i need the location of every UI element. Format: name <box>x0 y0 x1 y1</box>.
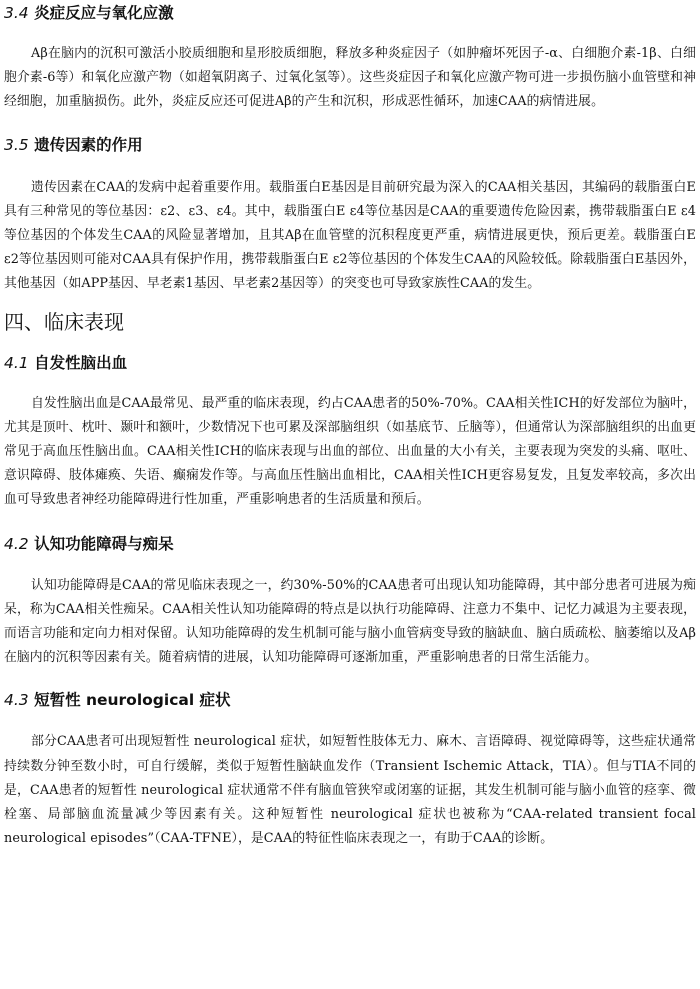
section-number: 4.3 <box>4 691 29 710</box>
section-number: 4.1 <box>4 353 29 372</box>
section-heading-3-5 <box>2 133 698 157</box>
section-title: 短暂性 neurological 症状 <box>34 691 231 710</box>
section-number: 4.2 <box>4 534 29 553</box>
section-number: 3.4 <box>4 4 29 22</box>
section-title: 炎症反应与氧化应激 <box>34 4 174 22</box>
section-title: 自发性脑出血 <box>34 353 128 372</box>
paragraph-4-2: 认知功能障碍是CAA的常见临床表现之一，约30%-50%的CAA患者可出现认知功能障碍，其中部分患者可进展为痴呆，称为CAA相关性痴呆。CAA相关性认知功能障碍的特点是以执行功能障碍、注意力不集中、记忆力减退为主要表现，而语言功能和定向力相对保留。认知功能障碍的发生机制可能与脑小血管病变导致的脑缺血、脑白质疏松、脑萎缩以及Aβ在脑内的沉积等因素有关。随着病情的进展，认知功能障碍可逐渐加重，严重影响患者的日常生活能力。 <box>4 577 696 666</box>
section-title: 认知功能障碍与痴呆 <box>34 534 174 553</box>
section-heading-4-1 <box>2 351 698 375</box>
section-heading-3-4 <box>2 1 698 25</box>
section-heading-4-2 <box>2 532 698 556</box>
paragraph-4-3: 部分CAA患者可出现短暂性 neurological 症状，如短暂性肢体无力、麻木、言语障碍、视觉障碍等，这些症状通常持续数分钟至数小时，可自行缓解，类似于短暂性脑缺血发作（Transient Ischemic Attack，TIA）。但与TIA不同的是，CAA患者的短暂性 neurological 症状通常不伴有脑血管狭窄或闭塞的证据，其发生机制可能与脑小血管的痉挛、微栓塞、局部脑血流量减少等因素有关。这种短暂性 neurological 症状也被称为“CAA-related transient focal neurological episodes”（CAA-TFNE），是CAA的特征性临床表现之一，有助于CAA的诊断。 <box>4 734 696 847</box>
chapter-heading-4: 四、临床表现 <box>4 309 124 334</box>
paragraph-4-1: 自发性脑出血是CAA最常见、最严重的临床表现，约占CAA患者的50%-70%。CAA相关性ICH的好发部位为脑叶，尤其是顶叶、枕叶、颞叶和额叶，少数情况下也可累及深部脑组织（如基底节、丘脑等），但通常认为深部脑组织的出血更常见于高血压性脑出血。CAA相关性ICH的临床表现与出血的部位、出血量的大小有关，主要表现为突发的头痛、呕吐、意识障碍、肢体瘫痪、失语、癫痫发作等。与高血压性脑出血相比，CAA相关性ICH更容易复发，且复发率较高，多次出血可导致患者神经功能障碍进行性加重，严重影响患者的生活质量和预后。 <box>4 395 696 508</box>
section-heading-4-3 <box>2 688 698 712</box>
section-title: 遗传因素的作用 <box>34 135 143 154</box>
paragraph-3-4: Aβ在脑内的沉积可激活小胶质细胞和星形胶质细胞，释放多种炎症因子（如肿瘤坏死因子-α、白细胞介素-1β、白细胞介素-6等）和氧化应激产物（如超氧阴离子、过氧化氢等）。这些炎症因子和氧化应激产物可进一步损伤脑小血管壁和神经细胞，加重脑损伤。此外，炎症反应还可促进Aβ的产生和沉积，形成恶性循环，加速CAA的病情进展。 <box>4 46 696 110</box>
section-number: 3.5 <box>4 135 29 154</box>
paragraph-3-5: 遗传因素在CAA的发病中起着重要作用。载脂蛋白E基因是目前研究最为深入的CAA相关基因，其编码的载脂蛋白E具有三种常见的等位基因：ε2、ε3、ε4。其中，载脂蛋白E ε4等位基因是CAA的重要遗传危险因素，携带载脂蛋白E ε4等位基因的个体发生CAA的风险显著增加，且其Aβ在血管壁的沉积程度更严重，病情进展更快，预后更差。载脂蛋白E ε2等位基因则可能对CAA具有保护作用，携带载脂蛋白E ε2等位基因的个体发生CAA的风险较低。除载脂蛋白E基因外，其他基因（如APP基因、早老素1基因、早老素2基因等）的突变也可导致家族性CAA的发生。 <box>4 179 696 292</box>
